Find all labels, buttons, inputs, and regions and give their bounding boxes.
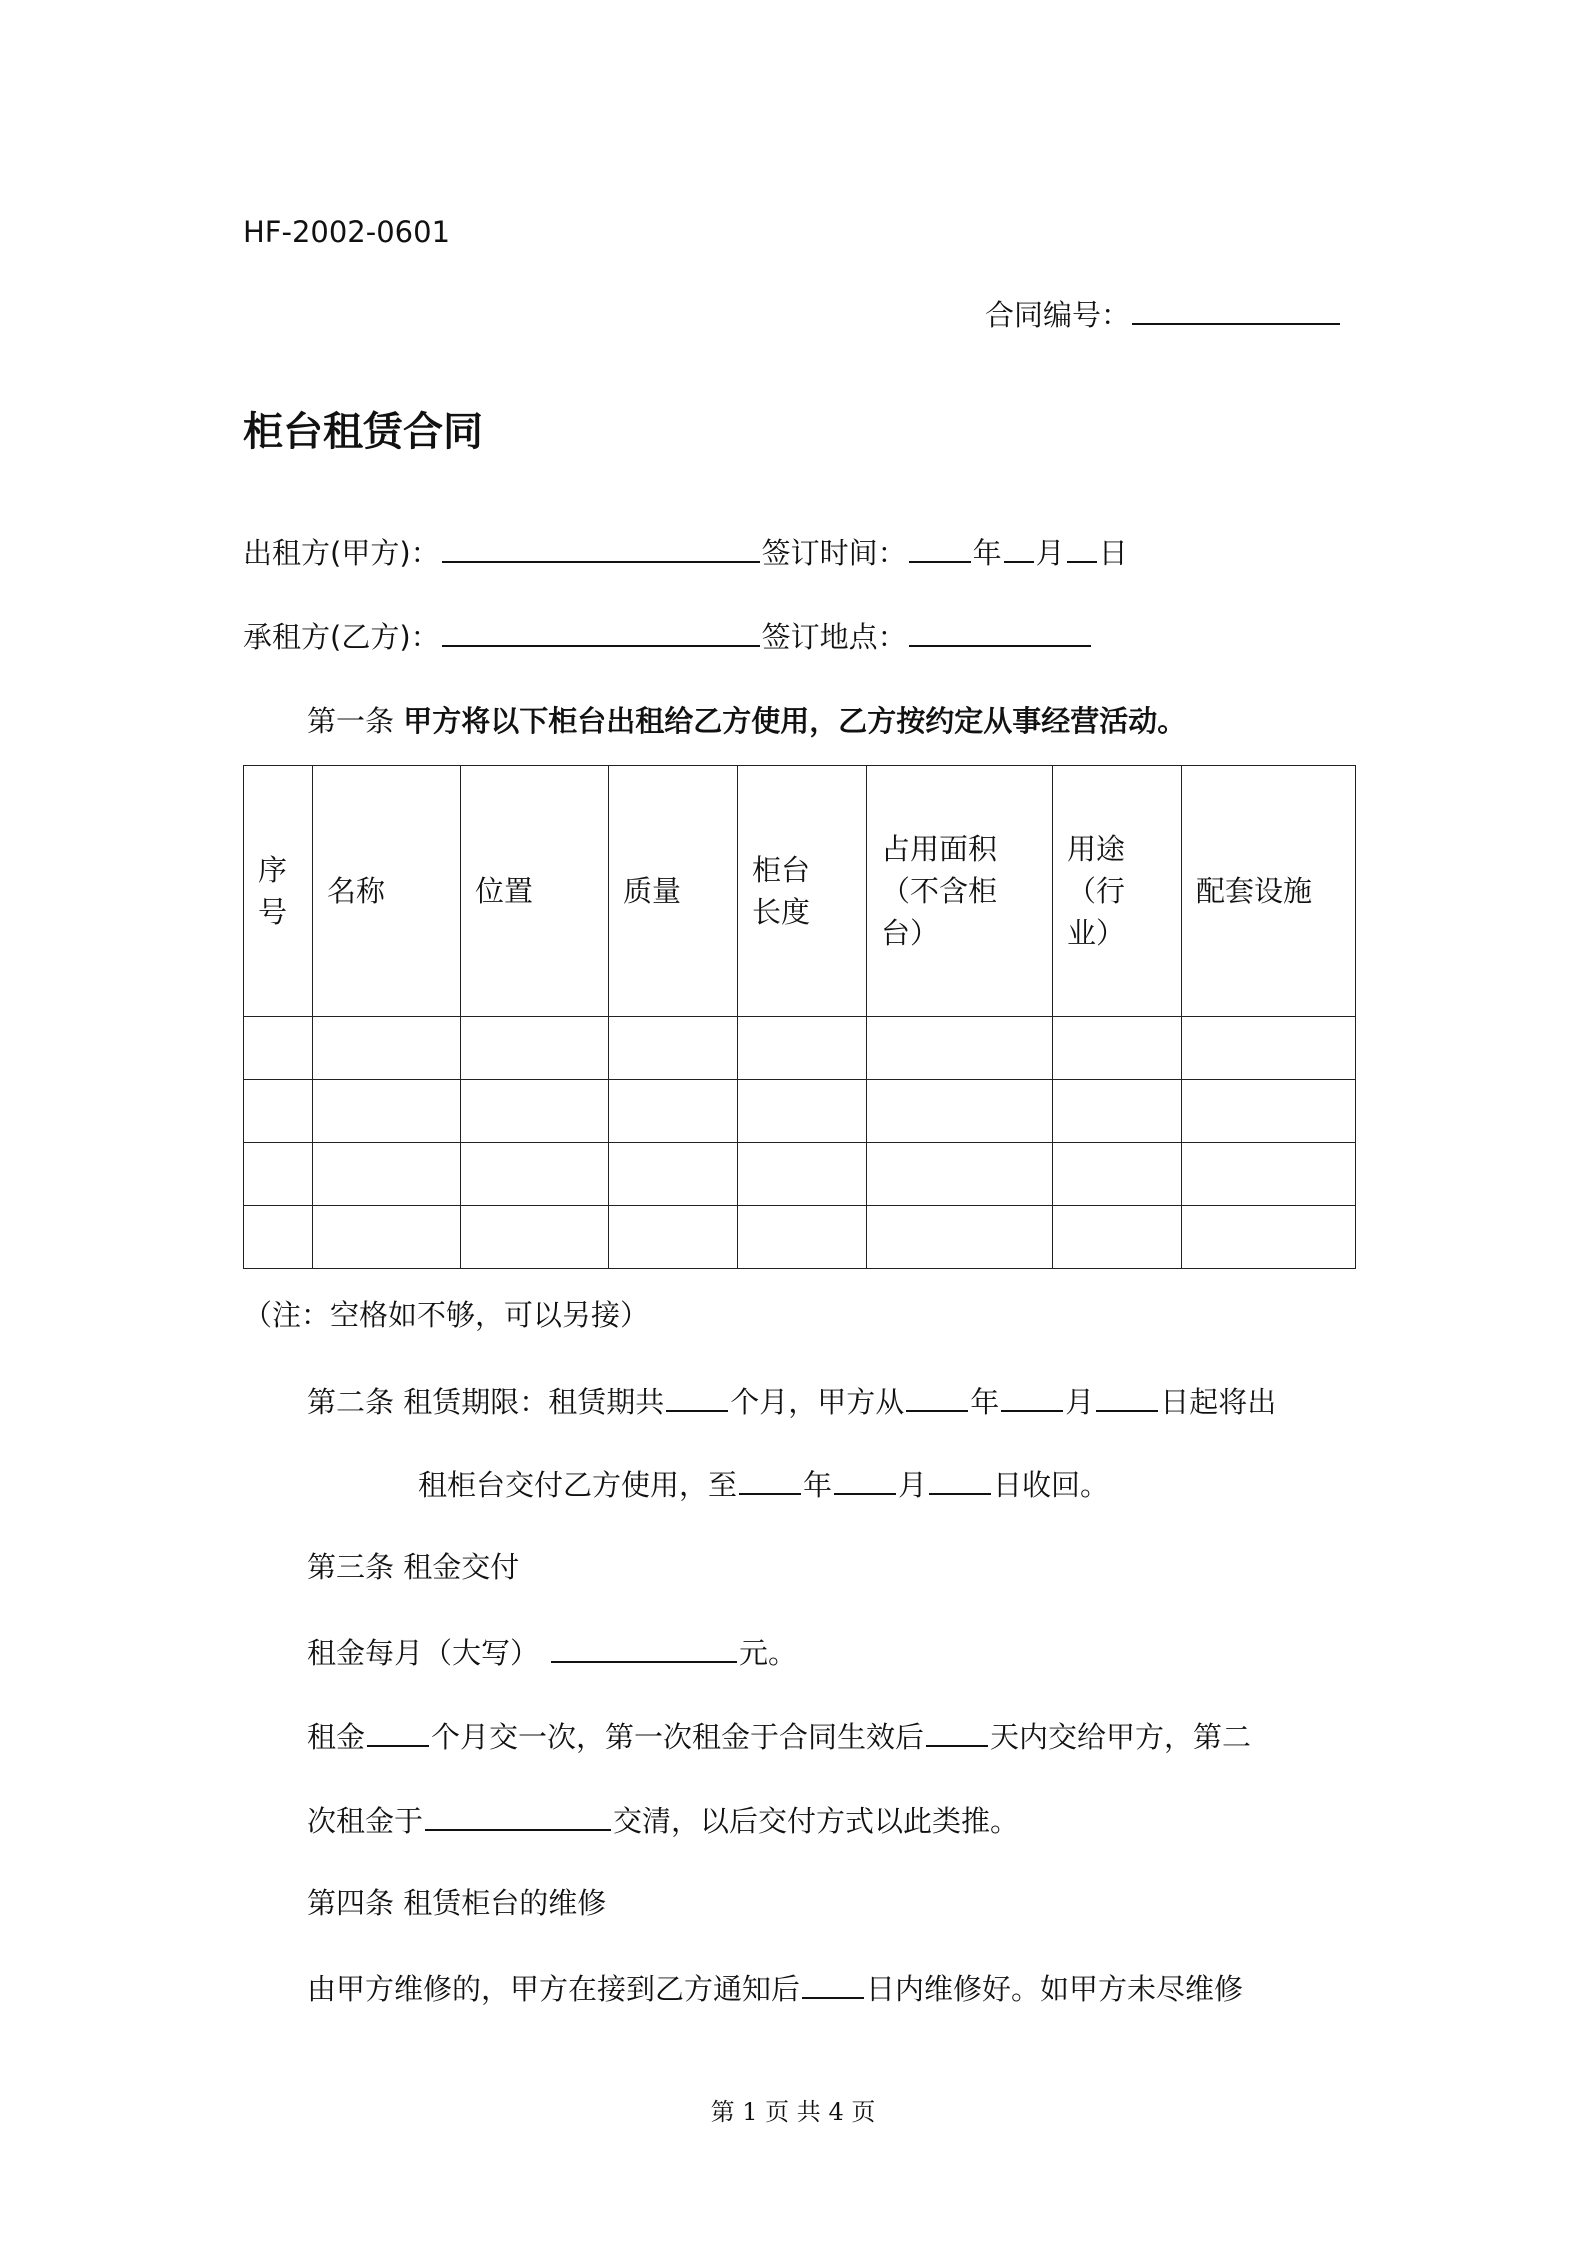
rent-suffix: 元。 — [739, 1636, 798, 1670]
document-code: HF-2002-0601 — [243, 215, 451, 249]
table-cell[interactable] — [738, 1143, 867, 1206]
table-cell[interactable] — [1182, 1206, 1356, 1269]
article-2-text-a: 租赁期限：租赁期共 — [403, 1385, 665, 1419]
table-cell[interactable] — [1182, 1080, 1356, 1143]
rent-prefix: 租金每月（大写） — [307, 1636, 540, 1670]
article-1 — [307, 701, 1186, 741]
contract-number-blank — [1132, 293, 1340, 325]
lessor-label: 出租方(甲方)： — [243, 536, 440, 570]
table-cell[interactable] — [867, 1143, 1053, 1206]
table-cell[interactable] — [244, 1017, 313, 1080]
payment-line-2 — [307, 1799, 1019, 1841]
article-2-text-e: 日收回。 — [993, 1468, 1110, 1502]
table-cell[interactable] — [313, 1206, 461, 1269]
table-cell[interactable] — [1053, 1017, 1182, 1080]
article-2-text-c: 日起将出 — [1160, 1385, 1277, 1419]
table-header-row — [244, 766, 1356, 1017]
table-cell[interactable] — [1182, 1143, 1356, 1206]
article-2-line-2 — [418, 1463, 1109, 1505]
start-month-label: 月 — [1065, 1385, 1095, 1419]
payment-text-b: 个月交一次，第一次租金于合同生效后 — [431, 1720, 925, 1754]
payment-days-blank — [926, 1715, 988, 1747]
payment-text-d: 次租金于 — [307, 1804, 424, 1838]
table-cell[interactable] — [461, 1017, 609, 1080]
lessee-blank — [442, 615, 760, 647]
table-cell[interactable] — [313, 1080, 461, 1143]
end-month-blank — [834, 1463, 896, 1495]
payment-line-1 — [307, 1715, 1251, 1757]
contract-number-label: 合同编号： — [985, 298, 1131, 332]
table-header-cell: 位置 — [461, 766, 609, 1017]
end-day-blank — [929, 1463, 991, 1495]
table-header-cell: 质量 — [609, 766, 738, 1017]
month-label: 月 — [1035, 536, 1065, 570]
table-cell[interactable] — [461, 1080, 609, 1143]
table-cell[interactable] — [244, 1206, 313, 1269]
lessee-line — [243, 615, 1093, 657]
maintenance-text-a: 由甲方维修的，甲方在接到乙方通知后 — [307, 1972, 801, 2006]
maintenance-line — [307, 1967, 1243, 2009]
sign-place-blank — [909, 615, 1091, 647]
article-2-text-b: 个月，甲方从 — [730, 1385, 905, 1419]
article-2-line-1 — [307, 1380, 1276, 1422]
table-cell[interactable] — [1053, 1206, 1182, 1269]
table-cell[interactable] — [609, 1206, 738, 1269]
article-3-title: 租金交付 — [403, 1550, 520, 1584]
start-day-blank — [1096, 1380, 1158, 1412]
table-cell[interactable] — [867, 1080, 1053, 1143]
table-header-cell: 用途 （行业） — [1053, 766, 1182, 1017]
rent-amount-line — [307, 1631, 797, 1673]
article-4-heading — [307, 1883, 606, 1923]
sign-time-label: 签订时间： — [761, 536, 907, 570]
table-header-cell: 名称 — [313, 766, 461, 1017]
table-cell[interactable] — [461, 1206, 609, 1269]
table-row — [244, 1206, 1356, 1269]
table-cell[interactable] — [609, 1080, 738, 1143]
start-year-label: 年 — [970, 1385, 1000, 1419]
start-month-blank — [1001, 1380, 1063, 1412]
table-note: （注：空格如不够，可以另接） — [243, 1298, 650, 1332]
table-cell[interactable] — [609, 1017, 738, 1080]
second-payment-blank — [425, 1799, 611, 1831]
article-4-number: 第四条 — [307, 1886, 395, 1920]
day-label: 日 — [1098, 536, 1128, 570]
table-cell[interactable] — [313, 1143, 461, 1206]
counter-table — [243, 765, 1356, 1269]
table-header-cell: 占用面积 （不含柜 台） — [867, 766, 1053, 1017]
month-blank — [1004, 531, 1034, 563]
article-1-text: 甲方将以下柜台出租给乙方使用，乙方按约定从事经营活动。 — [403, 704, 1187, 738]
table-header-cell: 配套设施 — [1182, 766, 1356, 1017]
lessor-blank — [442, 531, 760, 563]
table-row — [244, 1143, 1356, 1206]
table-cell[interactable] — [1182, 1017, 1356, 1080]
table-header-cell: 序 号 — [244, 766, 313, 1017]
table-cell[interactable] — [738, 1206, 867, 1269]
page-footer: 第 1 页 共 4 页 — [710, 2098, 876, 2126]
payment-text-e: 交清，以后交付方式以此类推。 — [613, 1804, 1020, 1838]
table-header-cell: 柜台 长度 — [738, 766, 867, 1017]
payment-text-a: 租金 — [307, 1720, 366, 1754]
year-label: 年 — [972, 536, 1002, 570]
months-blank — [666, 1380, 728, 1412]
payment-text-c: 天内交给甲方，第二 — [990, 1720, 1252, 1754]
sign-place-label: 签订地点： — [761, 620, 907, 654]
table-cell[interactable] — [867, 1017, 1053, 1080]
end-year-blank — [739, 1463, 801, 1495]
table-cell[interactable] — [313, 1017, 461, 1080]
table-cell[interactable] — [461, 1143, 609, 1206]
table-cell[interactable] — [244, 1080, 313, 1143]
page-title: 柜台租赁合同 — [243, 409, 483, 455]
article-3-number: 第三条 — [307, 1550, 395, 1584]
start-year-blank — [906, 1380, 968, 1412]
table-cell[interactable] — [867, 1206, 1053, 1269]
table-cell[interactable] — [609, 1143, 738, 1206]
payment-months-blank — [367, 1715, 429, 1747]
table-row — [244, 1017, 1356, 1080]
table-cell[interactable] — [1053, 1143, 1182, 1206]
table-cell[interactable] — [244, 1143, 313, 1206]
lessee-label: 承租方(乙方)： — [243, 620, 440, 654]
rent-amount-blank — [551, 1631, 737, 1663]
end-month-label: 月 — [898, 1468, 928, 1502]
lessor-line — [243, 531, 1128, 573]
maintenance-text-b: 日内维修好。如甲方未尽维修 — [866, 1972, 1244, 2006]
article-1-number: 第一条 — [307, 704, 395, 738]
article-2-text-d: 租柜台交付乙方使用，至 — [418, 1468, 738, 1502]
table-cell[interactable] — [738, 1080, 867, 1143]
article-2-number: 第二条 — [307, 1385, 395, 1419]
article-4-title: 租赁柜台的维修 — [403, 1886, 607, 1920]
table-cell[interactable] — [738, 1017, 867, 1080]
article-3-heading — [307, 1547, 519, 1587]
day-blank — [1067, 531, 1097, 563]
year-blank — [909, 531, 971, 563]
contract-number-field — [985, 293, 1342, 335]
table-row — [244, 1080, 1356, 1143]
end-year-label: 年 — [803, 1468, 833, 1502]
table-cell[interactable] — [1053, 1080, 1182, 1143]
repair-days-blank — [802, 1967, 864, 1999]
